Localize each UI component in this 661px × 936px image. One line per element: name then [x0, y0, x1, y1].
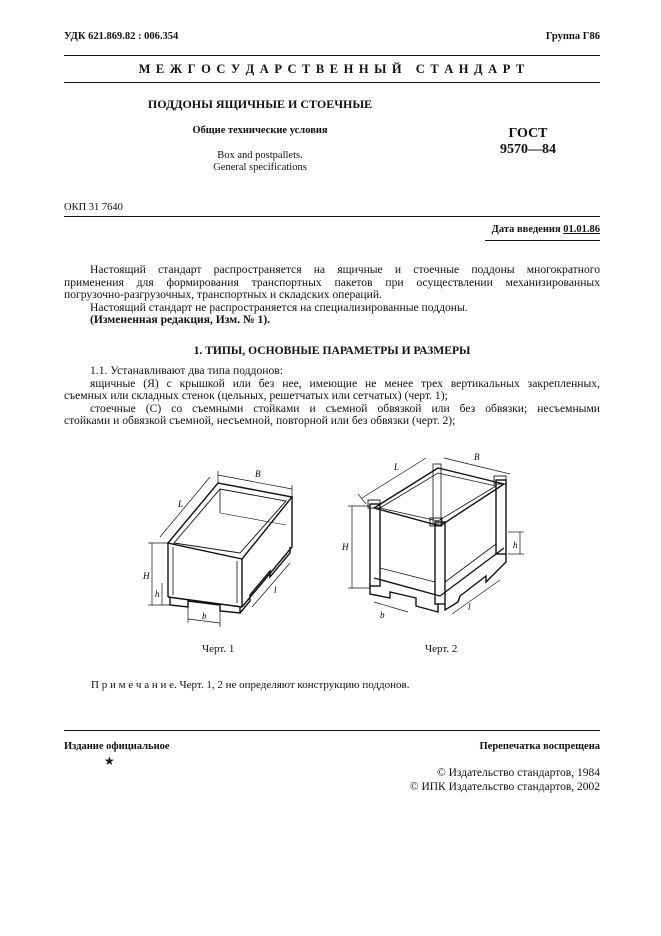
- document-subtitle: Общие технические условия: [192, 125, 328, 136]
- section-line: ящичные (Я) с крышкой или без нее, имеющие не менее трех вертикальных закрепленных,: [90, 376, 600, 390]
- fig1-label-B: B: [255, 469, 261, 479]
- effective-date: [492, 224, 600, 235]
- fig1-label-h: h: [155, 589, 160, 599]
- reprint-prohibited: Перепечатка воспрещена: [479, 741, 600, 752]
- fig2-label-B: B: [474, 452, 480, 462]
- section-paragraph: [64, 365, 600, 428]
- figures-note: [91, 679, 409, 691]
- gost-label: ГОСТ: [508, 126, 548, 141]
- note-label: П р и м е ч а н и е.: [91, 679, 177, 691]
- figure-2-caption: Черт. 2: [425, 643, 458, 655]
- intro-line: Настоящий стандарт распространяется на ящичные и стоечные поддоны многократного: [90, 263, 600, 276]
- effective-date-rule: [485, 240, 600, 241]
- figure-2-post-pallet: [338, 448, 528, 620]
- english-title-line1: Box and postpallets.: [217, 150, 303, 161]
- fig2-label-l: l: [468, 602, 471, 612]
- fig2-label-H: H: [342, 542, 349, 552]
- group-code: Группа Г86: [545, 31, 600, 42]
- section-heading: 1. ТИПЫ, ОСНОВНЫЕ ПАРАМЕТРЫ И РАЗМЕРЫ: [193, 344, 471, 357]
- gost-number: 9570—84: [500, 142, 556, 157]
- fig1-label-H: H: [143, 571, 150, 581]
- english-title-line2: General specifications: [213, 162, 307, 173]
- top-rule: [64, 55, 600, 56]
- intro-line: Настоящий стандарт не распространяется на специализированные поддоны.: [90, 300, 468, 314]
- document-title: ПОДДОНЫ ЯЩИЧНЫЕ И СТОЕЧНЫЕ: [147, 97, 373, 111]
- figure-1-box-pallet: [140, 455, 310, 635]
- intro-line: погрузочно-разгрузочных, транспортных и складских операций.: [64, 288, 382, 302]
- fig1-label-L: L: [178, 499, 184, 509]
- copyright-2002: © ИПК Издательство стандартов, 2002: [409, 781, 600, 793]
- copyright-1984: © Издательство стандартов, 1984: [436, 767, 600, 779]
- amendment-note: (Измененная редакция, Изм. № 1).: [90, 313, 271, 327]
- section-line: съемных или складных стенок (цельных, решетчатых или сетчатых) (черт. 1);: [64, 389, 448, 403]
- okp-rule: [64, 216, 600, 217]
- fig1-label-l: l: [274, 585, 277, 595]
- section-line: стоечные (С) со съемными стойками и съемной обвязкой или без обвязки; несъемными: [90, 401, 600, 415]
- section-line: стойками и обвязкой съемной, несъемной, повторной или без обвязки (черт. 2);: [64, 414, 456, 428]
- fig2-label-L: L: [394, 462, 400, 472]
- intro-line: применения для формирования транспортных пакетов при осуществлении механизированных: [64, 275, 600, 289]
- figure-1-caption: Черт. 1: [202, 643, 235, 655]
- banner-rule: [64, 82, 600, 83]
- effective-date-value: 01.01.86: [563, 224, 600, 235]
- standard-banner: М Е Ж Г О С У Д А Р С Т В Е Н Н Ы Й С Т А Н Д А Р Т: [138, 62, 526, 76]
- intro-paragraph: [64, 264, 600, 327]
- okp-code: ОКП 31 7640: [64, 202, 123, 213]
- star-icon: ★: [104, 754, 115, 768]
- fig1-label-b: b: [202, 611, 207, 621]
- fig2-label-b: b: [380, 610, 385, 620]
- footer-rule: [64, 730, 600, 731]
- official-edition: Издание официальное: [64, 741, 170, 752]
- fig2-label-h: h: [513, 540, 518, 550]
- section-line: 1.1. Устанавливают два типа поддонов:: [90, 364, 283, 377]
- note-text: Черт. 1, 2 не определяют конструкцию поддонов.: [179, 679, 410, 691]
- udk-code: УДК 621.869.82 : 006.354: [64, 31, 179, 42]
- effective-date-label: Дата введения: [491, 224, 561, 235]
